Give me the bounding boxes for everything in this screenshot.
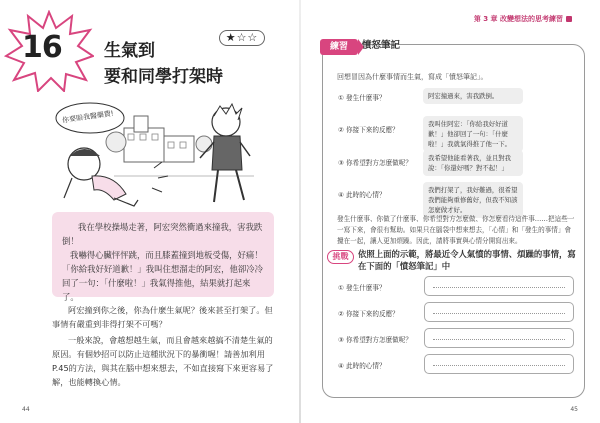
page-number-left: 44 xyxy=(22,406,30,413)
challenge-tag: 挑戰 xyxy=(327,250,354,264)
write-box[interactable] xyxy=(424,276,574,296)
question-row: ③ 你希望對方怎麼做呢？ 我希望他能看著我，並且對我說：「你還好嗎？對不起！」 xyxy=(338,150,576,176)
example-answer: 阿宏撞過來，害我跌倒。 xyxy=(423,88,523,104)
question-row: ① 發生什麼事？ 阿宏撞過來，害我跌倒。 xyxy=(338,88,576,108)
exercise-intro: 回想冒因為什麼事情而生氣，寫成「憤怒筆記」。 xyxy=(337,73,488,81)
practice-ribbon: 練習 xyxy=(320,39,358,55)
question-row: ④ 此時的心情？ 我們打架了，我好難過，很希望我們能夠重修舊好，但我不知該怎麼做才好。 xyxy=(338,182,576,208)
write-row: ① 發生什麼事？ xyxy=(338,276,576,296)
write-row: ② 你接下來的反應？ xyxy=(338,302,576,322)
explanation: 發生什麼事、你做了什麼事、你希望對方怎麼做、你怎麼看待這件事……把這些一一寫下來，會很有幫助。如果只在腦袋中想來想去，「心情」和「發生的事情」會攪在一起，讓人更加煩躁。因此，請將事實與心情分開寫出來。 xyxy=(337,215,575,245)
right-page xyxy=(300,0,600,423)
example-answer: 我們打架了，我好難過，很希望我們能夠重修舊好，但我不知該怎麼做才好。 xyxy=(423,182,523,218)
question-row: ② 你接下來的反應？ 我叫住阿宏：「你給我好好道歉！」他卻回了一句：「什麼啦！」我就氣得推了他一下。 xyxy=(338,116,576,144)
chapter-number: 16 xyxy=(22,30,62,65)
write-box[interactable] xyxy=(424,302,574,322)
speech-bubble-text: 你要賠我醫藥費! xyxy=(61,109,115,125)
example-answer: 我希望他能看著我，並且對我說：「你還好嗎？對不起！」 xyxy=(423,150,523,176)
page-title-line1: 生氣到 xyxy=(104,41,155,61)
page-number-right: 45 xyxy=(570,406,578,413)
story-box xyxy=(52,212,274,302)
write-box[interactable] xyxy=(424,354,574,374)
chapter-label: 第 3 章 改變想法的思考練習 xyxy=(474,14,572,24)
difficulty-stars: ★☆☆ xyxy=(219,30,265,46)
write-row: ④ 此時的心情？ xyxy=(338,354,576,374)
story-paragraph: 我在學校操場走著，阿宏突然衝過來撞我，害我跌倒！ xyxy=(62,222,263,246)
write-row: ③ 你希望對方怎麼做呢？ xyxy=(338,328,576,348)
chapter-marker-icon xyxy=(566,16,572,22)
challenge-text: 依照上面的示範，將最近令人氣憤的事情、煩躁的事情，寫在下面的「憤怒筆記」中 xyxy=(358,249,576,271)
story-paragraph: 我嚇得心臟怦怦跳，而且膝蓋撞到地板受傷，好痛！「你給我好好道歉！」我叫住想溜走的阿宏，他卻冷冷回了一句：「什麼啦！」我氣得推他，結果就打起來了。 xyxy=(62,250,263,302)
page-title-line2: 要和同學打架時 xyxy=(104,67,223,87)
example-answer: 我叫住阿宏：「你給我好好道歉！」他卻回了一句：「什麼啦！」我就氣得推了他一下。 xyxy=(423,116,523,152)
section-title: 憤怒筆記 xyxy=(362,40,401,51)
body-text xyxy=(52,303,278,391)
write-box[interactable] xyxy=(424,328,574,348)
body-paragraph: 阿宏撞到你之後，你為什麼生氣呢？後來甚至打架了。但事情有嚴重到非得打架不可嗎？ xyxy=(52,305,273,329)
body-paragraph: 一般來說，會越想越生氣，而且會越來越搞不清楚生氣的原因。有個妙招可以防止這種狀況下的暴衝喔！請善加利用P.45的方法，與其在腦中想來想去，不如直接寫下來更容易了解，也能轉換心情。 xyxy=(52,335,274,387)
